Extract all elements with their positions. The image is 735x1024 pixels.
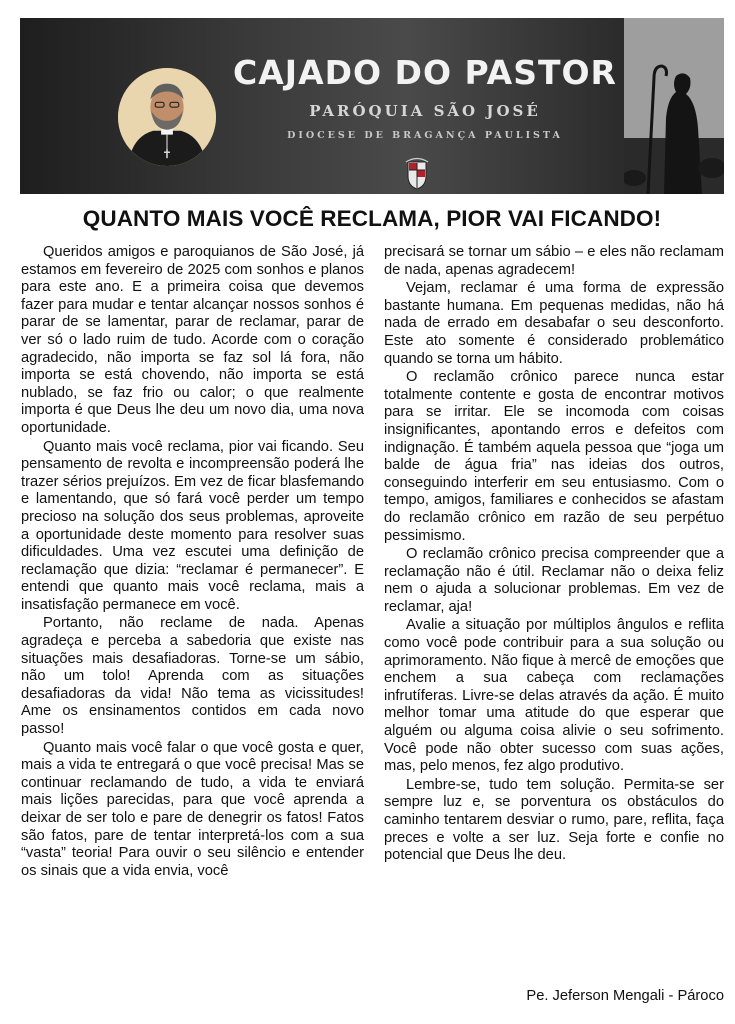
shepherd-photo [624,18,724,194]
paragraph: O reclamão crônico precisa compreender que a reclamação não é útil. Reclamar não o deixa feliz nem o ajuda a solucionar problemas. Em vez de reclamar, aja! [384,546,724,615]
paragraph: Quanto mais você falar o que você gosta e quer, mais a vida te entregará o que você precisa! Mas se continuar reclamando de tudo, a vida te enviará mais lições parecidas, para que você aprenda a deixar de ser tolo e pare de denegrir os fatos! Fatos são fatos, pare de tentar interpretá-los com a sua “vasta” teoria! Para ouvir o seu silêncio e entender os sinais que a vida envia, você [21,739,364,879]
article-column-right [384,244,724,866]
masthead [230,52,620,144]
newsletter-banner [20,18,724,194]
paragraph: Avalie a situação por múltiplos ângulos e reflita como você pode contribuir para a sua solução ou aprimoramento. Não fique à mercê de emoções que enchem a sua cabeça com reclamações infrutíferas. Livre-se delas através da ação. É muito melhor tomar uma atitude do que esperar que alguém ou alguma coisa alivie o seu sofrimento. Você pode não obter sucesso com suas ações, mas, pelo menos, fez algo produtivo. [384,617,724,775]
parish-name: PARÓQUIA SÃO JOSÉ [309,102,541,120]
article-column-left [21,244,364,881]
paragraph-continuation: precisará se tornar um sábio – e eles não reclamam de nada, apenas agradecem! [384,244,724,278]
priest-portrait-photo-icon [118,68,216,166]
priest-portrait [118,68,216,166]
article-headline: QUANTO MAIS VOCÊ RECLAMA, PIOR VAI FICANDO! [82,206,662,231]
paragraph: Portanto, não reclame de nada. Apenas agradeça e perceba a sabedoria que existe nas situações mais desafiadoras. Torne-se um sábio, não um tolo! Aprenda com as situações desafiadoras da vida! Não tema as vicissitudes! Ame os ensinamentos contidos em cada novo passo! [21,615,364,738]
shepherd-with-staff-photo-icon [624,18,724,194]
paragraph: Vejam, reclamar é uma forma de expressão bastante humana. Em pequenas medidas, não há nada de errado em desabafar o seu desconforto. Este ato somente é considerado problemático quando se torna um hábito. [384,280,724,367]
paragraph: Quanto mais você reclama, pior vai ficando. Seu pensamento de revolta e incompreensão poderá lhe trazer sérios prejuízos. Em vez de ficar blasfemando e lamentando, que só fará você perder um tempo precioso na solução dos seus problemas, aproveite a oportunidade deste momento para resolver suas dificuldades. Uma vez escutei uma definição de reclamação que dizia: “reclamar é permanecer”. E entendi que quanto mais você reclama, mais a insatisfação permanece em você. [21,438,364,613]
paragraph: O reclamão crônico parece nunca estar totalmente contente e gosta de encontrar motivos para se irritar. Ele se incomoda com coisas insignificantes, apontando erros e defeitos com indignação. É também aquela pessoa que “joga um balde de água fria” nas ideias dos outros, conseguindo interferir em seu entusiasmo. Com o tempo, amigos, familiares e conhecidos se afastam do reclamão crônico em razão de seu perpétuo pessimismo. [384,369,724,544]
newsletter-title: CAJADO DO PASTOR [233,53,617,92]
paragraph: Queridos amigos e paroquianos de São José, já estamos em fevereiro de 2025 com sonhos e planos para este ano. E a primeira coisa que devemos fazer para mudar e tentar alcançar nossos sonhos é parar de se lamentar, parar de reclamar, parar de ver só o lado ruim de tudo. Acorde com o coração agradecido, não importa se faz sol lá fora, não importa se está chovendo, não importa se está nublado, se faz frio ou calor; o que realmente importa é que Deus lhe deu um novo dia, uma nova oportunidade. [21,244,364,436]
paragraph: Lembre-se, tudo tem solução. Permita-se ser sempre luz e, se porventura os obstáculos do caminho tentarem desviar o rumo, pare, reflita, faça preces e volte a ser luz. Seja forte e confie no potencial que Deus lhe deu. [384,776,724,864]
diocese-name: DIOCESE DE BRAGANÇA PAULISTA [287,130,563,141]
author-signature: Pe. Jeferson Mengali - Pároco [526,988,724,1004]
diocese-crest-icon [404,156,430,190]
